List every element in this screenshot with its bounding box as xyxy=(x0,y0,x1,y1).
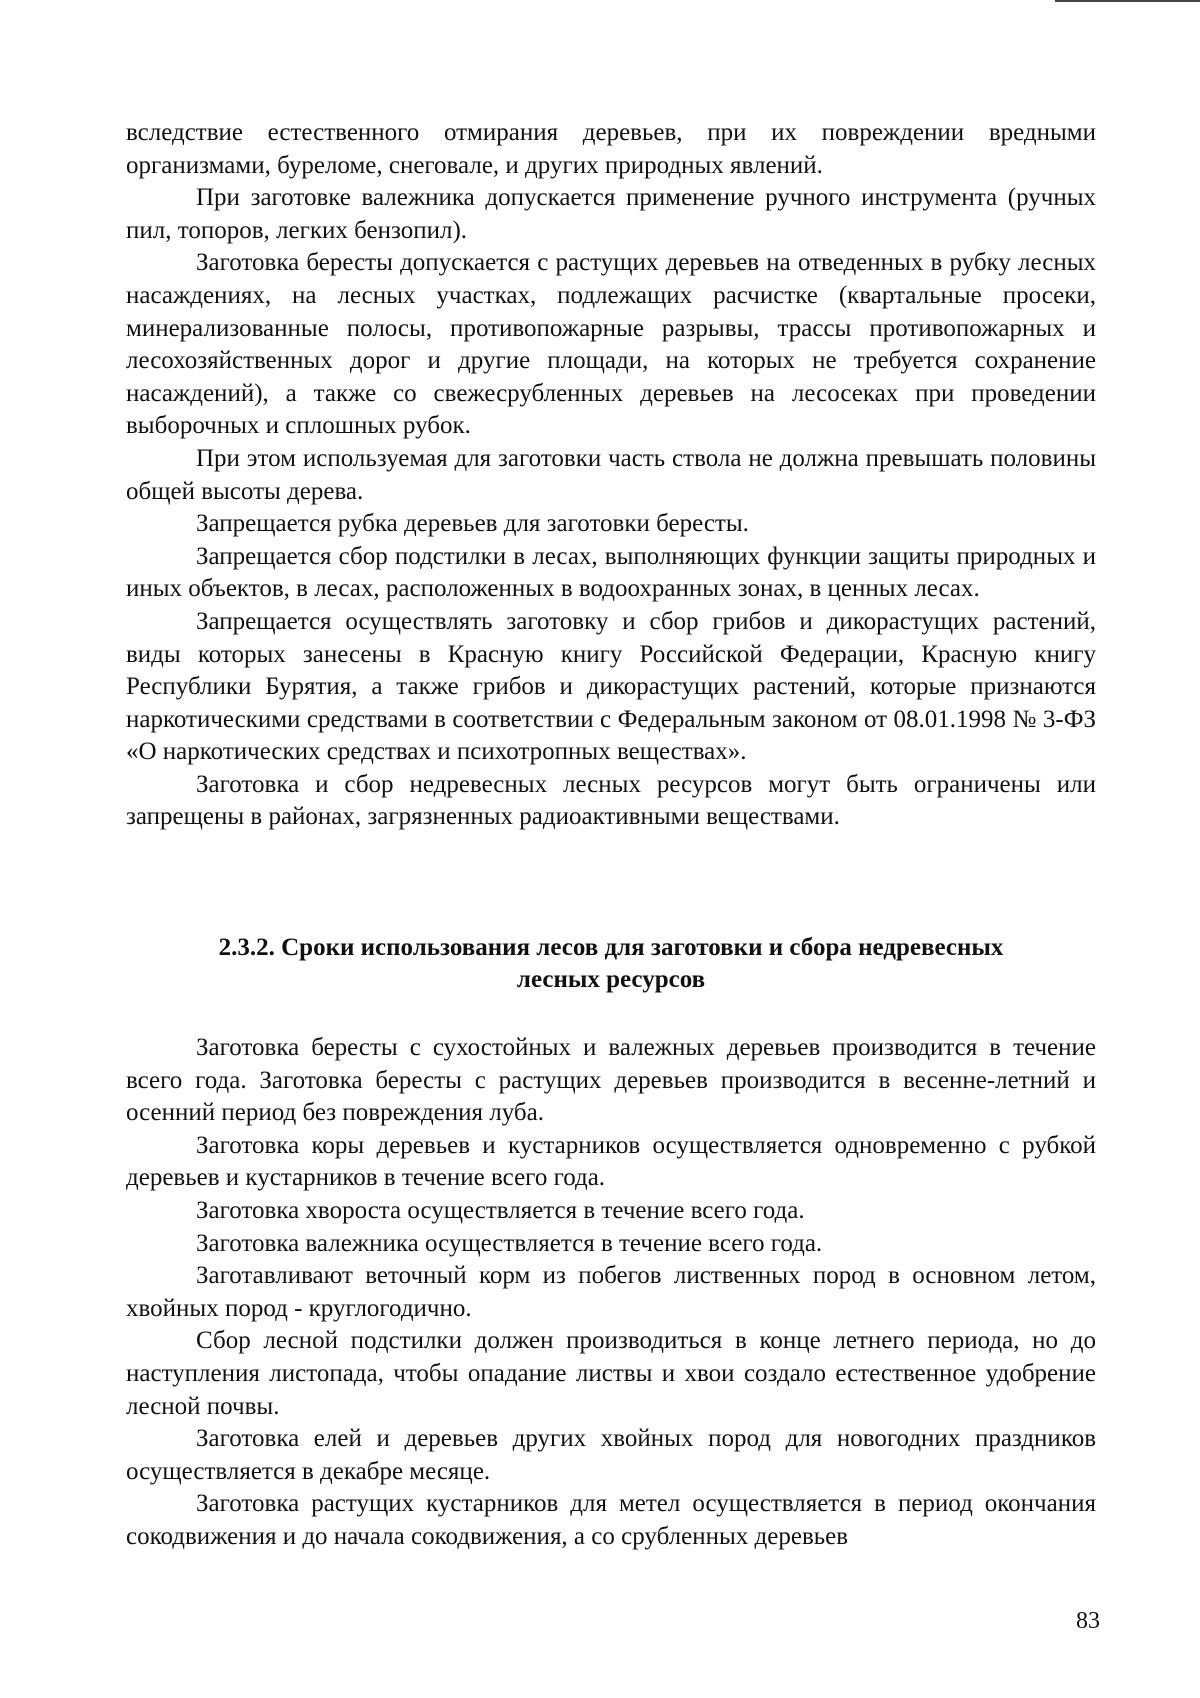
paragraph: Заготовка бересты допускается с растущих деревьев на отведенных в рубку лесных насаждениях, на лесных участках, подлежащих расчистке (квартальные просеки, минерализованные полосы, противопожарные разрывы, трассы противопожарных и лесохозяйственных дорог и другие площади, на которых не требуется сохранение насаждений), а также со свежесрубленных деревьев на лесосеках при проведении выборочных и сплошных рубок. xyxy=(126,249,1096,440)
paragraph: Запрещается рубка деревьев для заготовки бересты. xyxy=(196,510,749,538)
paragraph: При заготовке валежника допускается применение ручного инструмента (ручных пил, топоров, легких бензопил). xyxy=(126,184,1096,244)
text-section-bottom xyxy=(126,1032,1096,1554)
paragraph: При этом используемая для заготовки часть ствола не должна превышать половины общей высоты дерева. xyxy=(126,444,1096,505)
paragraph: Сбор лесной подстилки должен производиться в конце летнего периода, но до наступления листопада, чтобы опадание листвы и хвои создало естественное удобрение лесной почвы. xyxy=(126,1327,1096,1420)
paragraph: Заготовка коры деревьев и кустарников осуществляется одновременно с рубкой деревьев и кустарников в течение всего года. xyxy=(126,1131,1096,1192)
paragraph: Запрещается осуществлять заготовку и сбор грибов и дикорастущих растений, виды которых занесены в Красную книгу Российской Федерации, Красную книгу Республики Бурятия, а также грибов и дикорастущих растений, которые признаются наркотическими средствами в соответствии с Федеральным законом от 08.01.1998 № 3-ФЗ «О наркотических средствах и психотропных веществах». xyxy=(126,607,1096,766)
paragraph: Заготовка бересты с сухостойных и валежных деревьев производится в течение всего года. Заготовка бересты с растущих деревьев производится в весенне-летний и осенний период без повреждения луба. xyxy=(126,1034,1096,1127)
paragraph: Заготовка валежника осуществляется в течение всего года. xyxy=(196,1229,823,1257)
paragraph: Заготовка растущих кустарников для метел осуществляется в период окончания сокодвижения и до начала сокодвижения, а со срубленных деревьев xyxy=(126,1490,1096,1550)
section-heading xyxy=(126,932,1096,996)
page-number: 83 xyxy=(1076,1608,1100,1634)
section-heading-line-1: 2.3.2. Сроки использования лесов для заготовки и сбора недревесных xyxy=(218,934,1004,961)
paragraph: Заготовка елей и деревьев других хвойных пород для новогодних праздников осуществляется в декабре месяце. xyxy=(126,1425,1096,1485)
paragraph: Заготовка хвороста осуществляется в течение всего года. xyxy=(196,1196,805,1224)
paragraph: Запрещается сбор подстилки в лесах, выполняющих функции защиты природных и иных объектов, в лесах, расположенных в водоохранных зонах, в ценных лесах. xyxy=(126,542,1096,603)
paragraph-continuation: вследствие естественного отмирания деревьев, при их повреждении вредными организмами, буреломе, снеговале, и других природных явлений. xyxy=(126,119,1096,179)
section-heading-line-2: лесных ресурсов xyxy=(516,966,706,993)
paragraph: Заготавливают веточный корм из побегов лиственных пород в основном летом, хвойных пород - круглогодично. xyxy=(126,1262,1096,1322)
text-section-top xyxy=(126,117,1096,834)
scan-edge-line xyxy=(1055,0,1200,2)
paragraph: Заготовка и сбор недревесных лесных ресурсов могут быть ограничены или запрещены в районах, загрязненных радиоактивными веществами. xyxy=(126,770,1096,831)
